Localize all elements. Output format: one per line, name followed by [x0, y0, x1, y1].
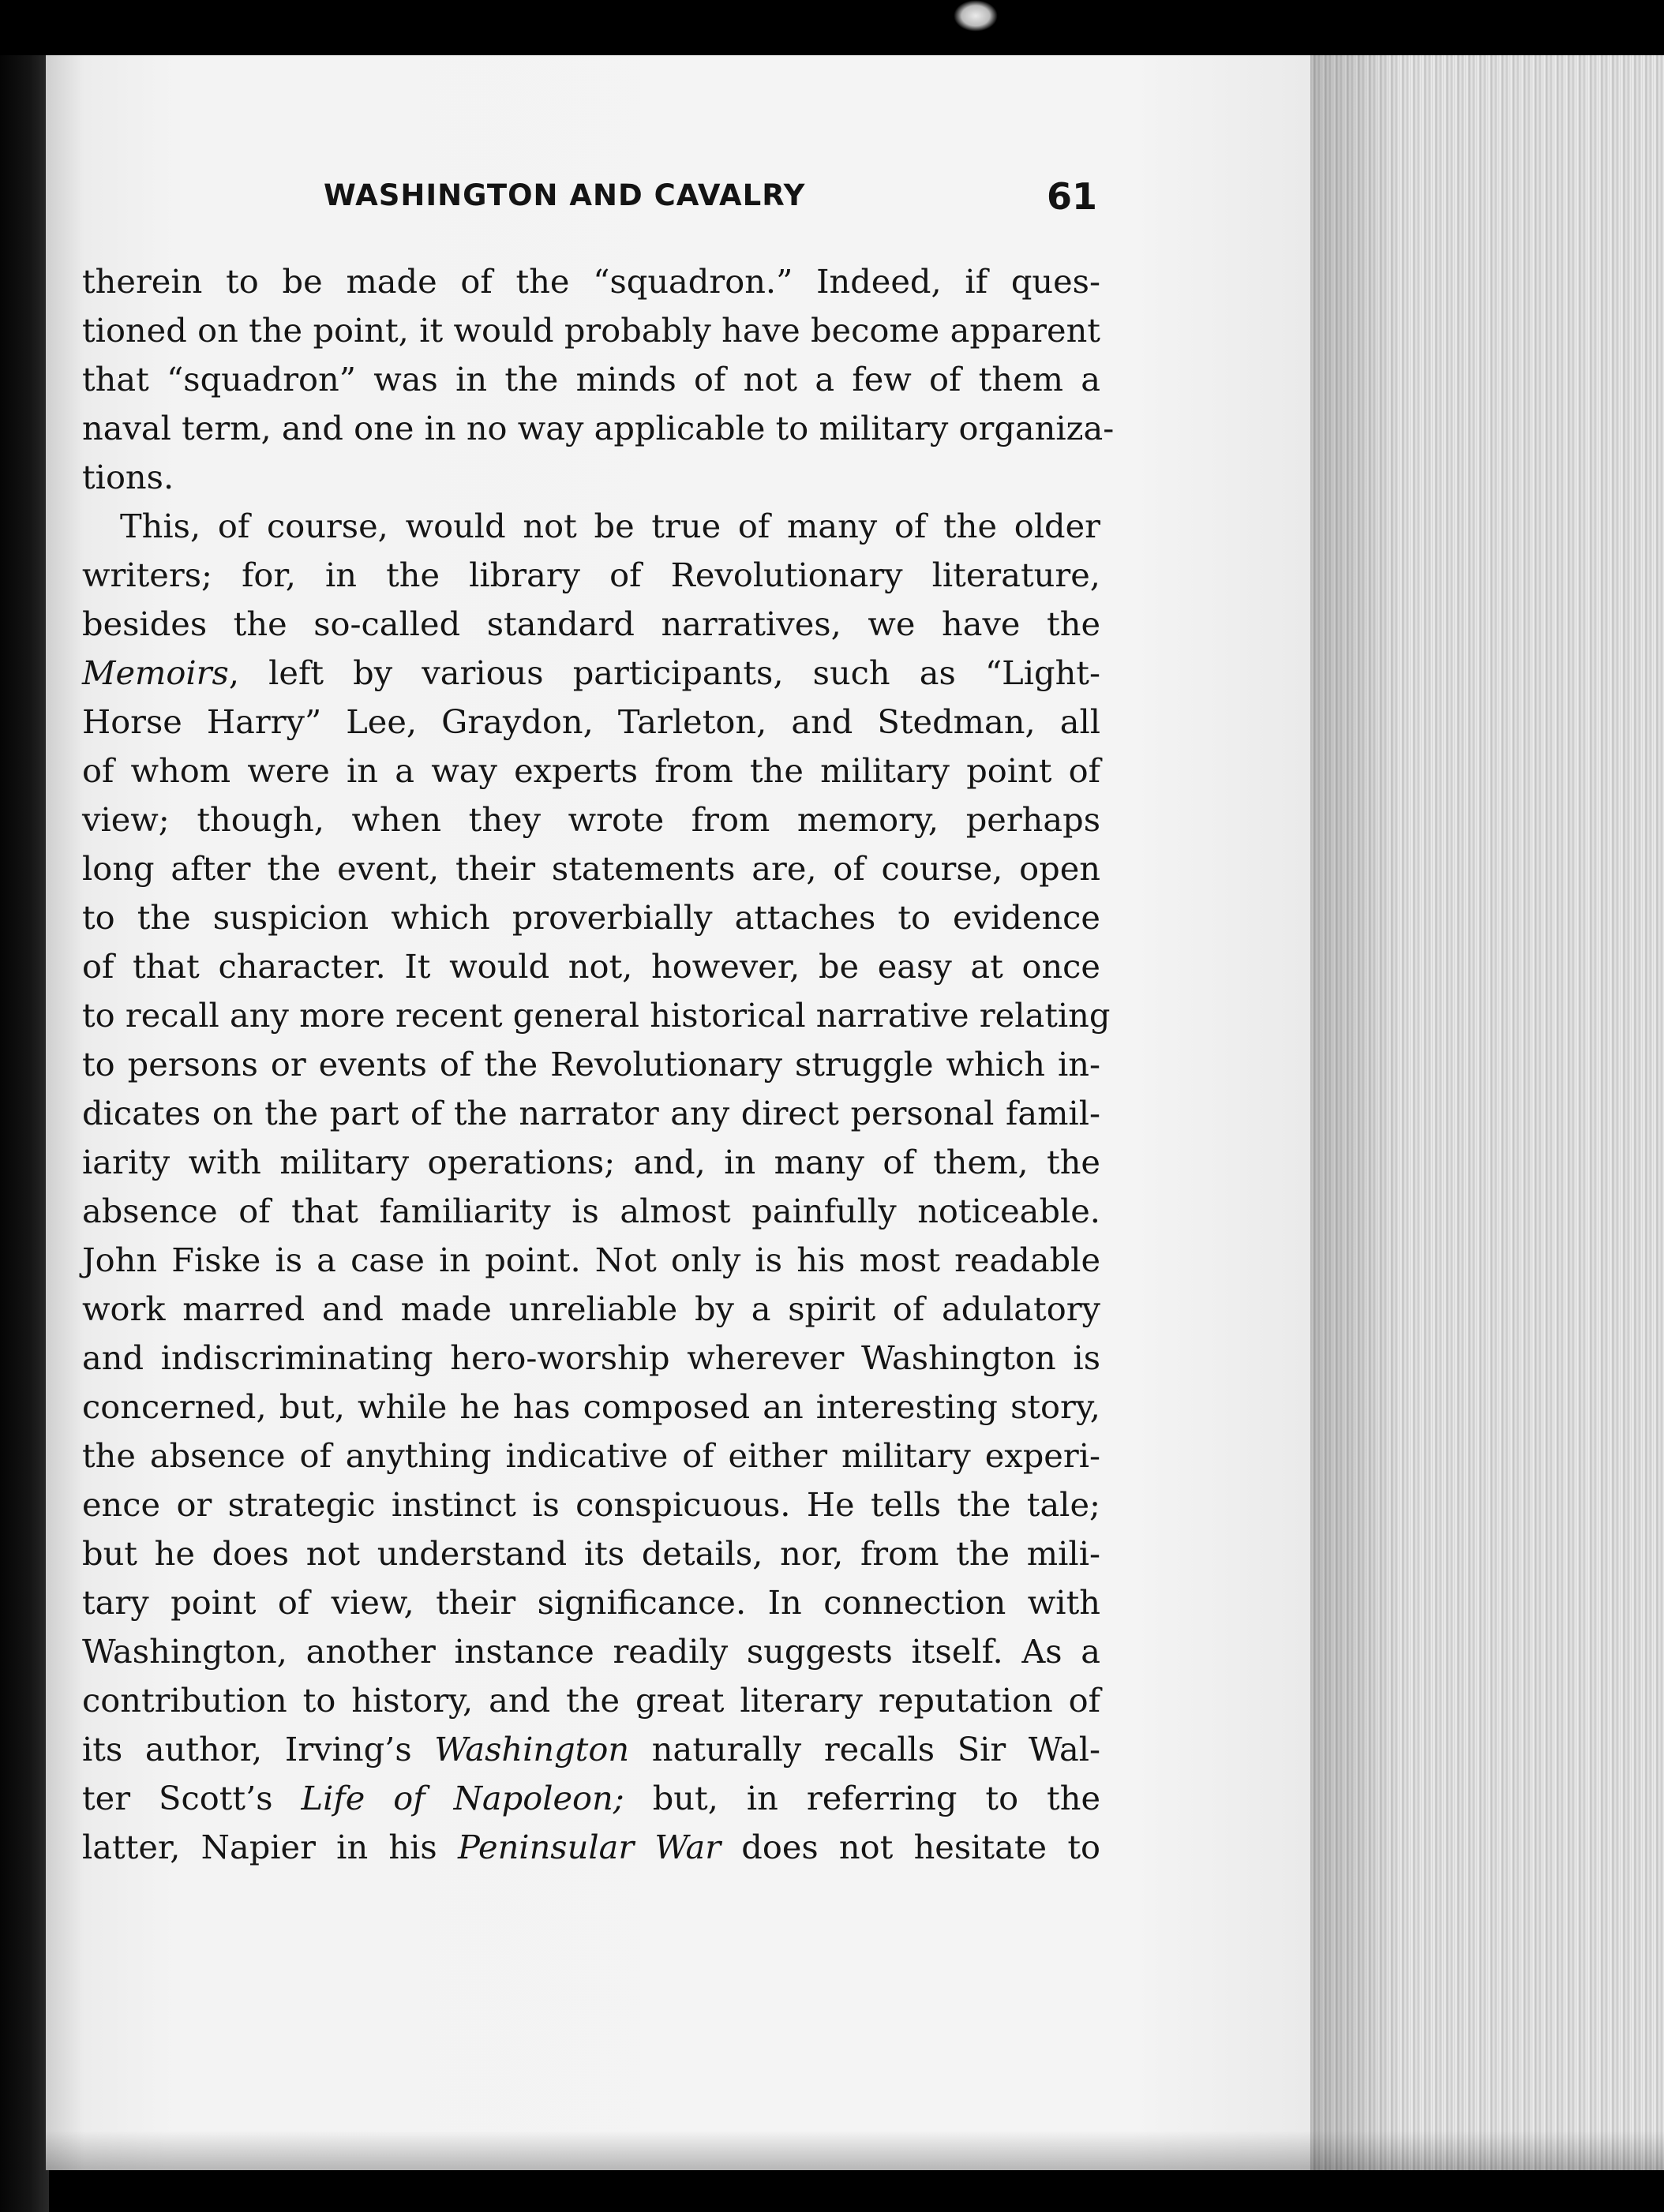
text-line: tions.	[82, 458, 174, 496]
text-line: view; though, when they wrote from memory, perhaps	[82, 800, 1100, 839]
page-number: 61	[1046, 175, 1097, 218]
text-line: Horse Harry” Lee, Graydon, Tarleton, and Stedman, all	[82, 702, 1100, 741]
text-line: dicates on the part of the narrator any direct personal famil-	[82, 1094, 1100, 1132]
text-line: therein to be made of the “squadron.” Indeed, if ques-	[82, 262, 1100, 301]
text-line: the absence of anything indicative of either military experi-	[82, 1436, 1100, 1475]
page-bottom-shadow	[46, 2131, 1664, 2170]
text-line: of that character. It would not, however, be easy at once	[82, 947, 1100, 986]
text-line: to the suspicion which proverbially attaches to evidence	[82, 898, 1100, 937]
italic-title: Life of Napoleon;	[301, 1779, 624, 1817]
text-line: contribution to history, and the great literary reputation of	[82, 1681, 1100, 1720]
text-line: to persons or events of the Revolutionary struggle which in-	[82, 1045, 1100, 1084]
text-line: writers; for, in the library of Revolutionary literature,	[82, 556, 1100, 594]
text-line: This, of course, would not be true of many of the older	[120, 507, 1100, 545]
text-line: concerned, but, while he has composed an interesting story,	[82, 1387, 1100, 1426]
text-line: absence of that familiarity is almost painfully noticeable.	[82, 1192, 1100, 1230]
italic-title: Washington	[434, 1730, 630, 1768]
running-head	[324, 175, 1105, 234]
text-line: iarity with military operations; and, in many of them, the	[82, 1143, 1100, 1181]
running-title: WASHINGTON AND CAVALRY	[324, 178, 806, 212]
text-line: Washington, another instance readily suggests itself. As a	[82, 1632, 1100, 1671]
text-line: and indiscriminating hero-worship wherever Washington is	[82, 1338, 1100, 1377]
text-line: long after the event, their statements are, of course, open	[82, 849, 1100, 888]
italic-title: Memoirs	[82, 653, 229, 692]
text-line: ence or strategic instinct is conspicuous. He tells the tale;	[82, 1485, 1100, 1524]
text-line: tary point of view, their significance. In connection with	[82, 1583, 1100, 1622]
text-line: naval term, and one in no way applicable to military organiza-	[82, 409, 1115, 447]
text-line: besides the so-called standard narratives, we have the	[82, 604, 1100, 643]
text-line: ter Scott’s Life of Napoleon; but, in referring to the	[82, 1779, 1100, 1817]
text-line: latter, Napier in his Peninsular War does not hesitate to	[82, 1828, 1100, 1866]
book-spine-edge	[0, 55, 49, 2212]
body-text	[82, 257, 1115, 1872]
text-line: its author, Irving’s Washington naturally recalls Sir Wal-	[82, 1730, 1101, 1768]
text-line: Memoirs, left by various participants, such as “Light-	[82, 653, 1100, 692]
text-line: but he does not understand its details, nor, from the mili-	[82, 1534, 1100, 1573]
text-line: tioned on the point, it would probably have become apparent	[82, 311, 1100, 350]
text-line: John Fiske is a case in point. Not only is his most readable	[82, 1241, 1100, 1279]
text-line: that “squadron” was in the minds of not a few of them a	[82, 360, 1100, 399]
text-line: work marred and made unreliable by a spirit of adulatory	[82, 1289, 1100, 1328]
scan-speck	[954, 0, 998, 32]
text-line: to recall any more recent general historical narrative relating	[82, 996, 1111, 1035]
text-line: of whom were in a way experts from the military point of	[82, 751, 1100, 790]
italic-title: Peninsular War	[457, 1828, 721, 1866]
page-edge-shadow	[1310, 55, 1405, 2170]
